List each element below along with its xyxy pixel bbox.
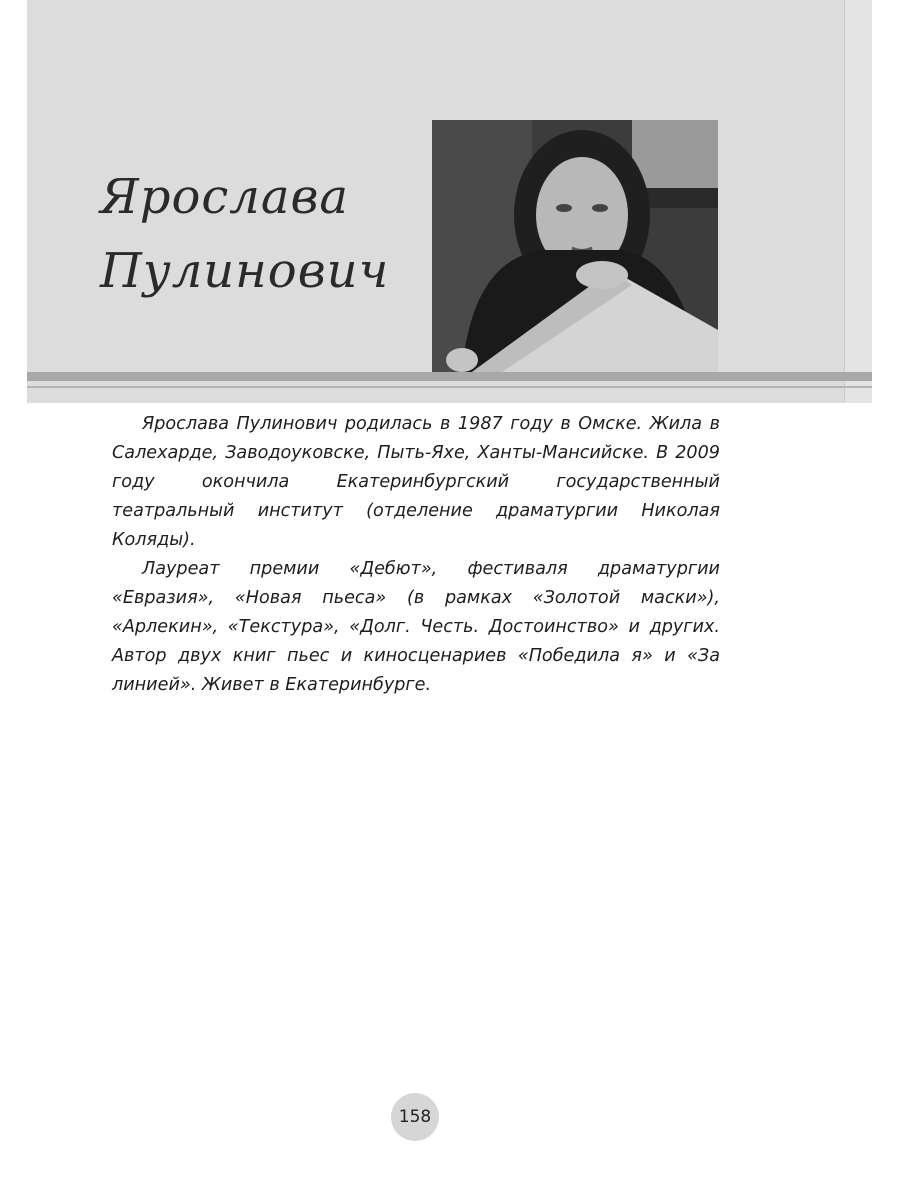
author-first-name: Ярослава [100,169,350,225]
author-name [100,160,420,308]
author-photo [432,120,718,372]
bio-paragraph: Ярослава Пулинович родилась в 1987 году в Омске. Жила в Салехарде, Заводоуковске, Пыть-Яхе, Ханты-Мансийске. В 2009 году окончила Екатеринбургский государственный театральный институт (отделение драматургии Николая Коляды). [112,414,720,550]
page-number-badge: 158 [391,1093,439,1141]
author-last-name: Пулинович [100,243,390,299]
page-edge-strip [844,0,872,403]
author-portrait-illustration [432,120,718,372]
author-biography [112,410,720,700]
header-rule-thin [27,386,872,388]
header-rule-thick [27,372,872,381]
bio-paragraph: Лауреат премии «Дебют», фестиваля драматургии «Евразия», «Новая пьеса» (в рамках «Золотой маски»), «Арлекин», «Текстура», «Долг. Честь. Достоинство» и других. Автор двух книг пьес и киносценариев «Победила я» и «За линией». Живет в Екатеринбурге. [112,559,720,695]
